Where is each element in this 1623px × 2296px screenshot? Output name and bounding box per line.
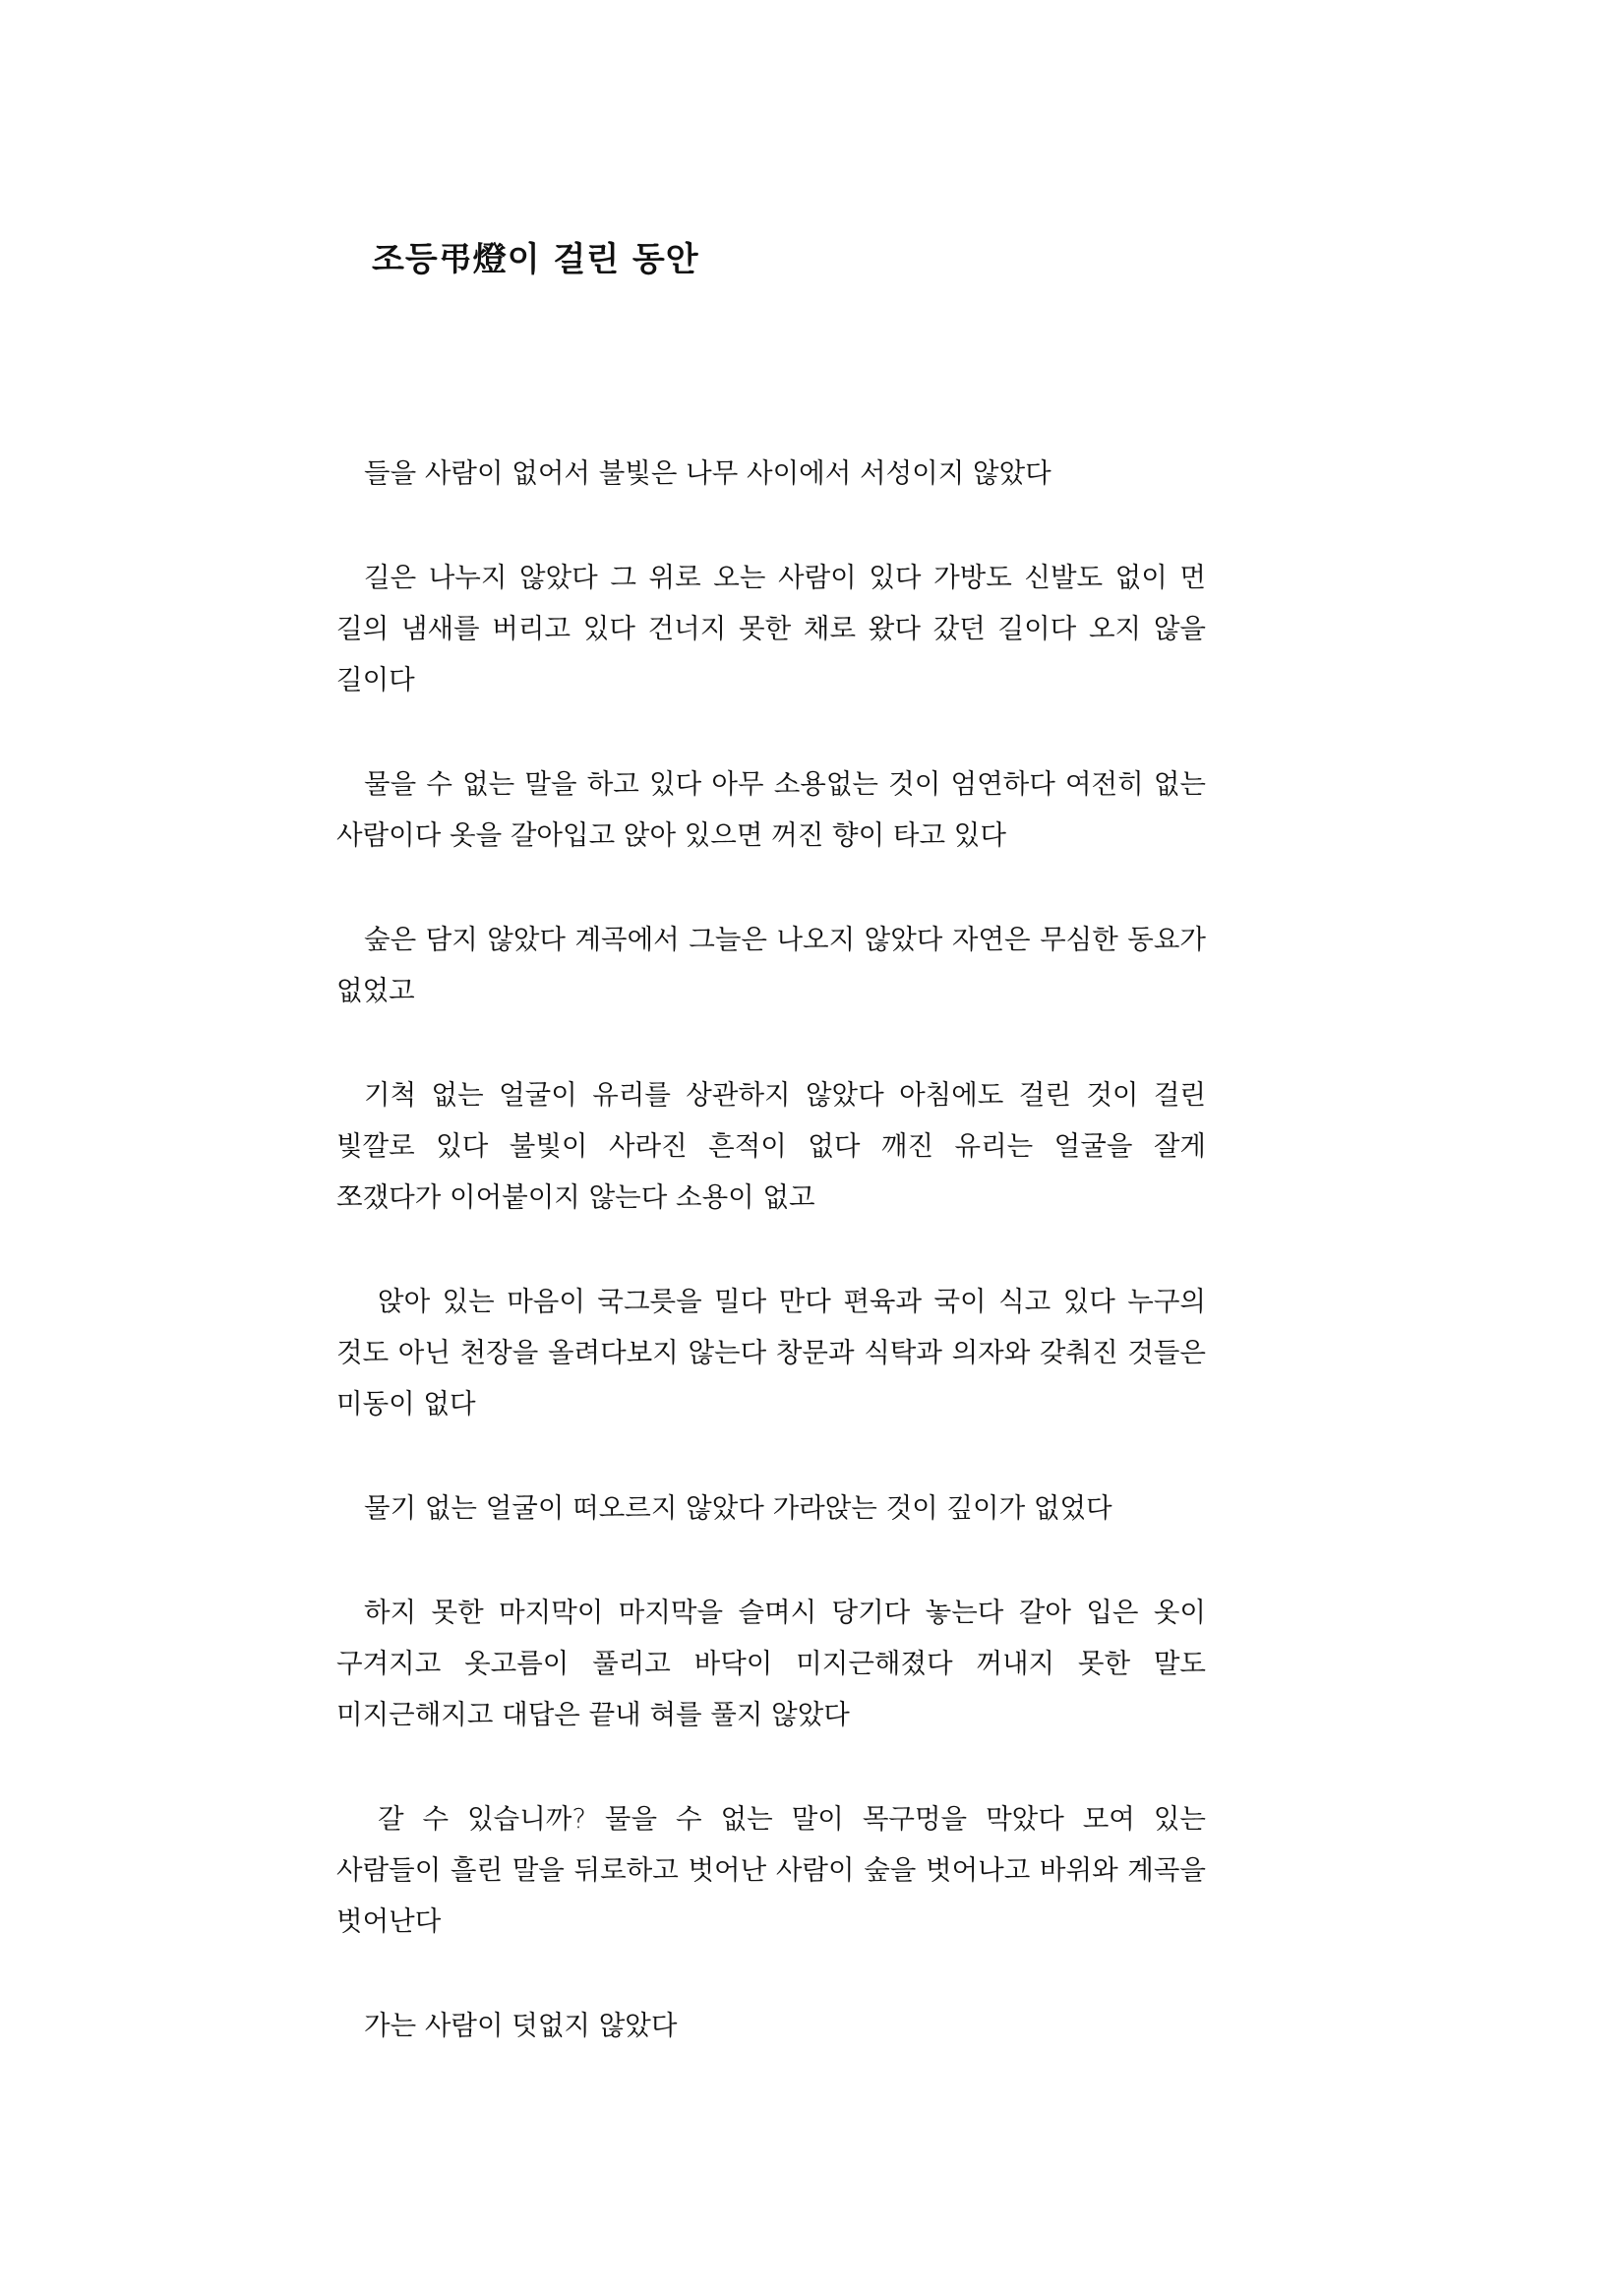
poem-title: 조등弔燈이 걸린 동안: [372, 240, 699, 279]
stanza-5: 기척 없는 얼굴이 유리를 상관하지 않았다 아침에도 걸린 것이 걸린 빛깔로 있다 불빛이 사라진 흔적이 없다 깨진 유리는 얼굴을 잘게 쪼갰다가 이어붙이지 않는다 소용이 없고: [336, 1079, 1206, 1213]
stanza-8: 하지 못한 마지막이 마지막을 슬며시 당기다 놓는다 갈아 입은 옷이 구겨지고 옷고름이 풀리고 바닥이 미지근해졌다 꺼내지 못한 말도 미지근해지고 대답은 끝내 혀를 풀지 않았다: [336, 1597, 1206, 1730]
stanza-2: 길은 나누지 않았다 그 위로 오는 사람이 있다 가방도 신발도 없이 먼 길의 냄새를 버리고 있다 건너지 못한 채로 왔다 갔던 길이다 오지 않을 길이다: [336, 562, 1206, 695]
stanza-3: 물을 수 없는 말을 하고 있다 아무 소용없는 것이 엄연하다 여전히 없는 사람이다 옷을 갈아입고 앉아 있으면 꺼진 향이 타고 있다: [336, 768, 1206, 851]
stanza-9: 갈 수 있습니까? 물을 수 없는 말이 목구멍을 막았다 모여 있는 사람들이 흘린 말을 뒤로하고 벗어난 사람이 숲을 벗어나고 바위와 계곡을 벗어난다: [336, 1803, 1206, 1937]
stanza-1: 들을 사람이 없어서 불빛은 나무 사이에서 서성이지 않았다: [364, 457, 1052, 489]
stanza-10: 가는 사람이 덧없지 않았다: [364, 2010, 678, 2041]
stanza-7: 물기 없는 얼굴이 떠오르지 않았다 가라앉는 것이 깊이가 없었다: [364, 1492, 1112, 1524]
stanza-6: 앉아 있는 마음이 국그릇을 밀다 만다 편육과 국이 식고 있다 누구의 것도 아닌 천장을 올려다보지 않는다 창문과 식탁과 의자와 갖춰진 것들은 미동이 없다: [336, 1286, 1206, 1420]
stanza-4: 숲은 담지 않았다 계곡에서 그늘은 나오지 않았다 자연은 무심한 동요가 없었고: [336, 924, 1206, 1006]
poem-body: [336, 448, 1206, 2104]
